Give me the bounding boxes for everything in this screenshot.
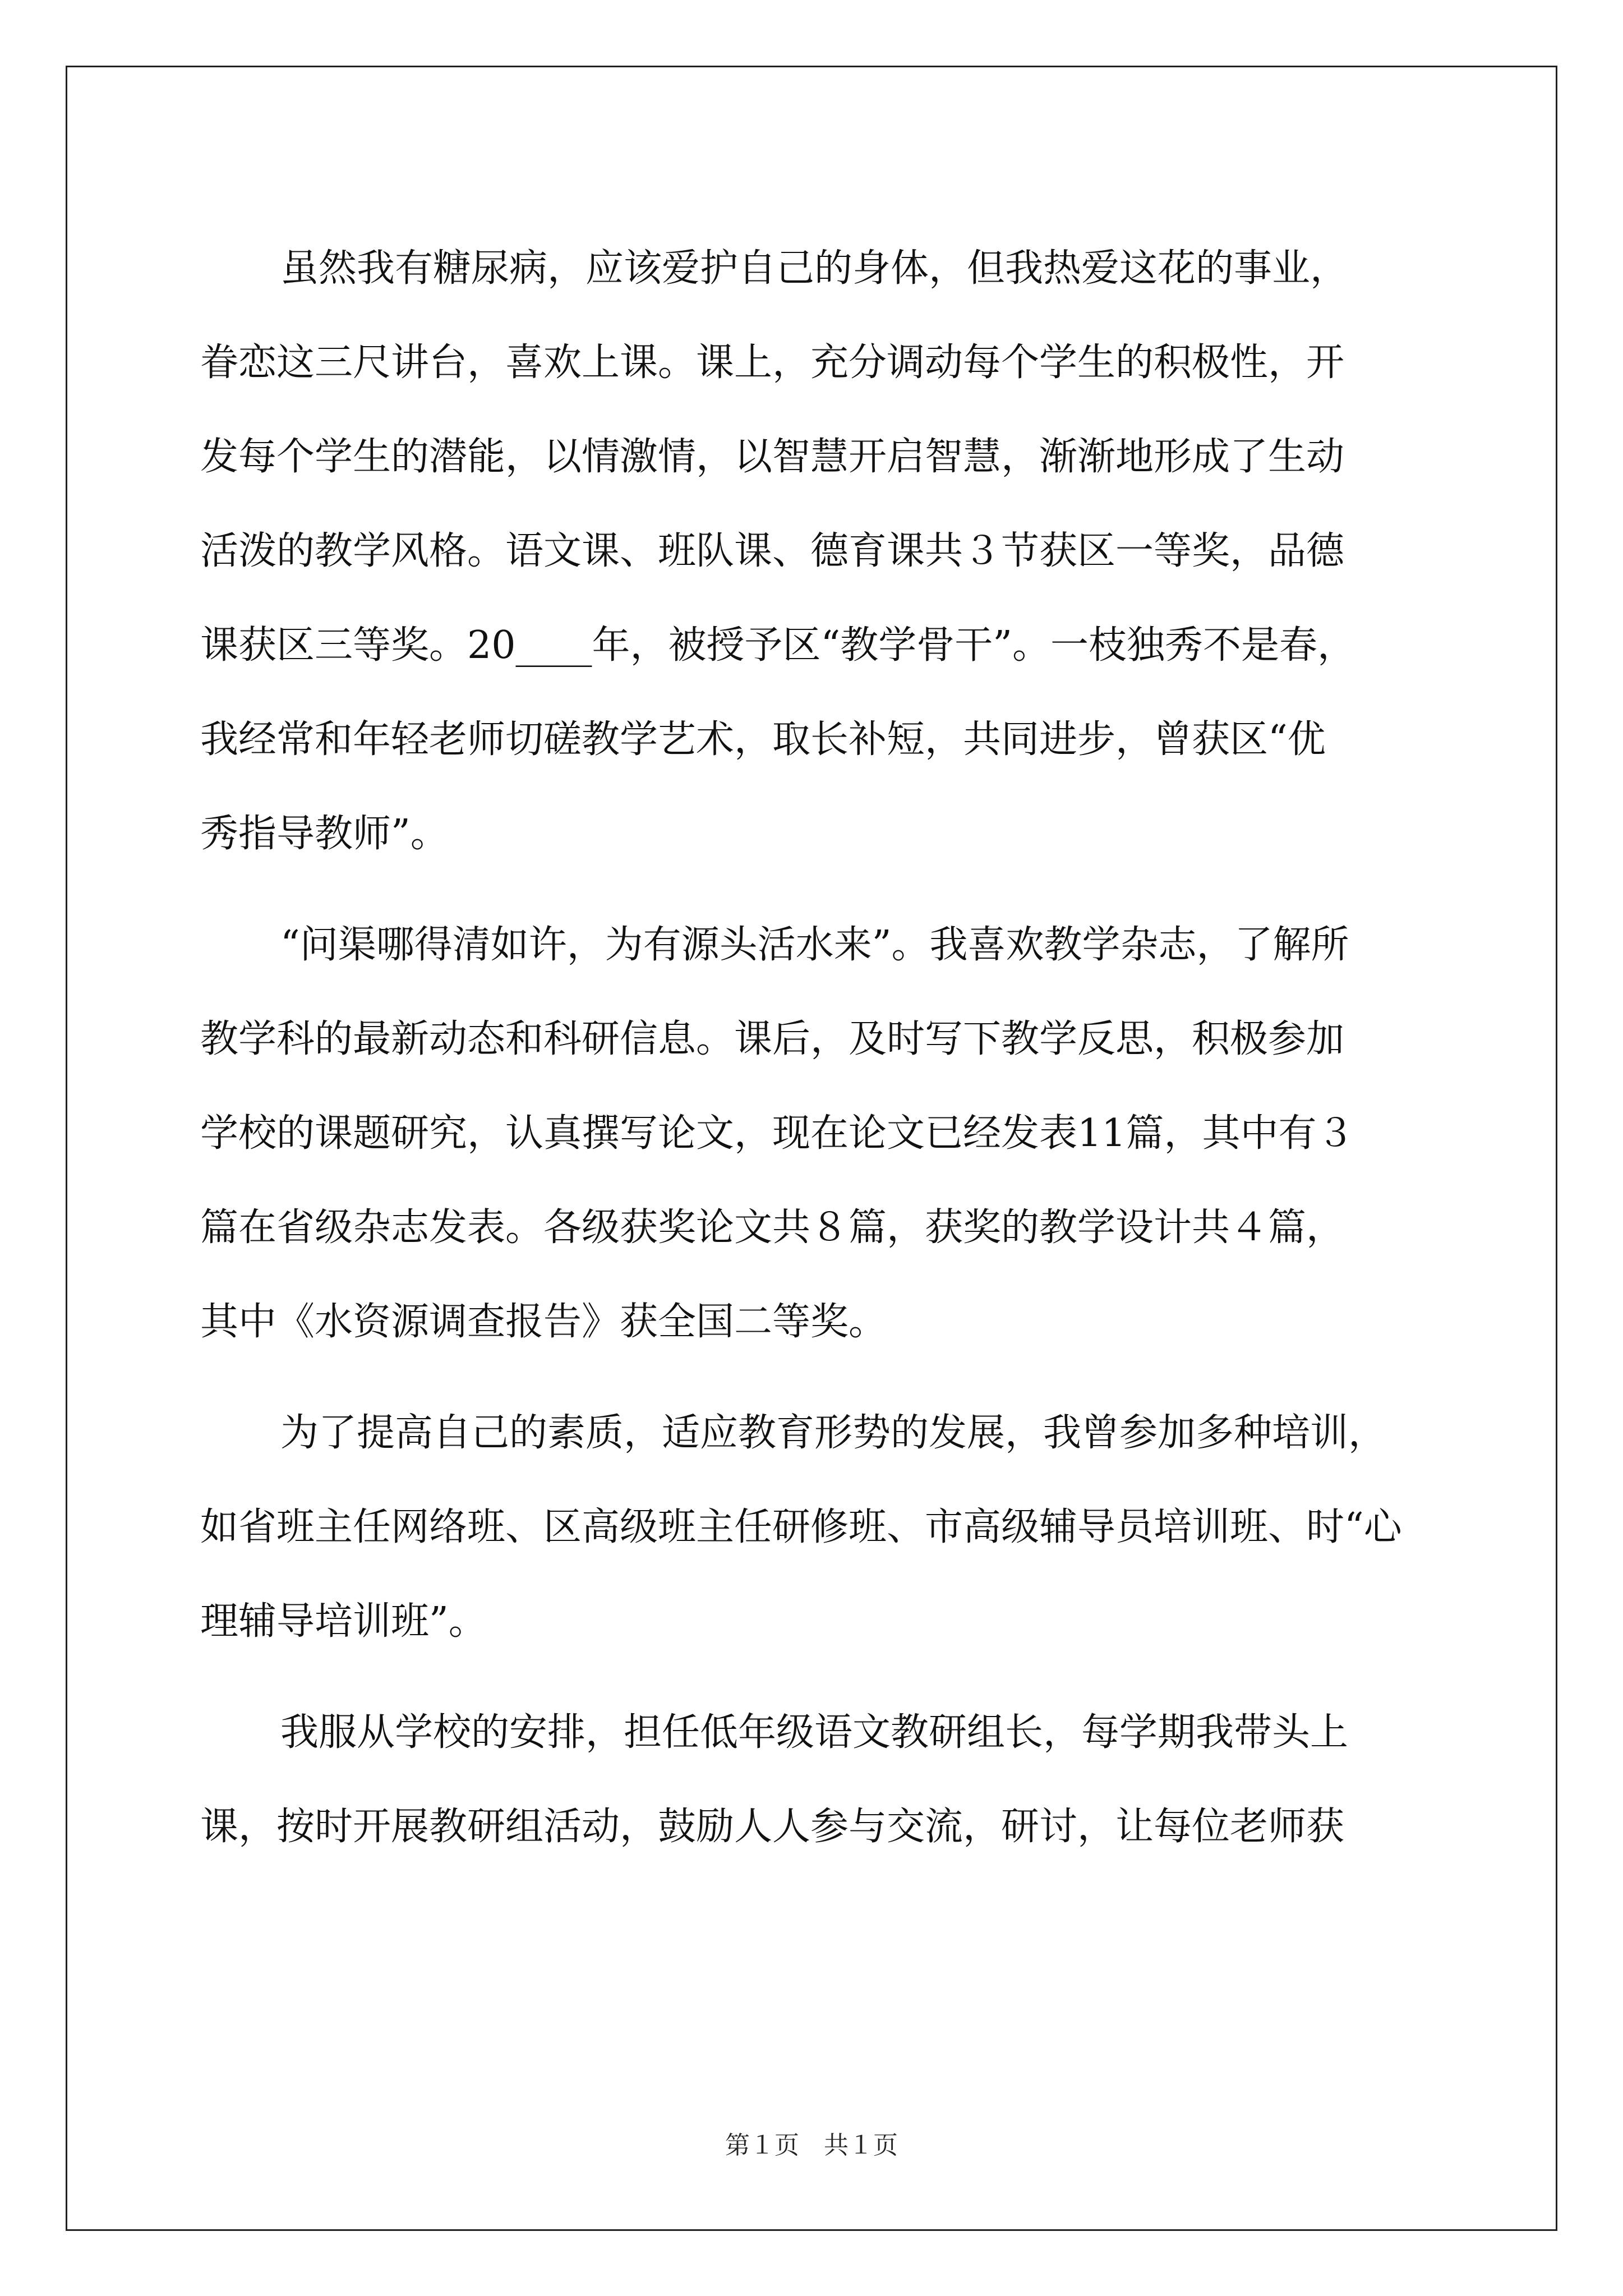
paragraph-line: 理辅导培训班”。 <box>200 1599 487 1644</box>
paragraph-line: 为了提高自己的素质，适应教育形势的发展，我曾参加多种培训， <box>280 1411 1387 1455</box>
paragraph-line: 发每个学生的潜能，以情激情，以智慧开启智慧，渐渐地形成了生动 <box>200 435 1345 479</box>
paragraph-line: 课，按时开展教研组活动，鼓励人人参与交流，研讨，让每位老师获 <box>200 1805 1345 1849</box>
paragraph-line: 我经常和年轻老师切磋教学艺术，取长补短，共同进步，曾获区“优 <box>200 717 1326 762</box>
paragraph-line: 学校的课题研究，认真撰写论文，现在论文已经发表11篇，其中有３ <box>200 1111 1355 1156</box>
paragraph-line: 我服从学校的安排，担任低年级语文教研组长，每学期我带头上 <box>280 1710 1349 1755</box>
page-footer: 第１页 共１页 <box>725 2131 898 2160</box>
paragraph-line: 如省班主任网络班、区高级班主任研修班、市高级辅导员培训班、时“心 <box>200 1505 1402 1549</box>
paragraph-line: 课获区三等奖。20____年，被授予区“教学骨干”。一枝独秀不是春， <box>200 623 1356 668</box>
document-body <box>200 222 1434 1874</box>
paragraph-line: 虽然我有糖尿病，应该爱护自己的身体，但我热爱这花的事业， <box>280 246 1349 291</box>
paragraph-line: 秀指导教师”。 <box>200 812 449 856</box>
paragraph-line: “问渠哪得清如许，为有源头活水来”。我喜欢教学杂志，了解所 <box>280 923 1349 967</box>
paragraph-line: 其中《水资源调查报告》获全国二等奖。 <box>200 1300 887 1344</box>
paragraph-line: 活泼的教学风格。语文课、班队课、德育课共３节获区一等奖，品德 <box>200 529 1345 573</box>
paragraph-line: 篇在省级杂志发表。各级获奖论文共８篇，获奖的教学设计共４篇， <box>200 1205 1345 1250</box>
paragraph-line: 教学科的最新动态和科研信息。课后，及时写下教学反思，积极参加 <box>200 1017 1345 1061</box>
paragraph-line: 眷恋这三尺讲台，喜欢上课。课上，充分调动每个学生的积极性，开 <box>200 341 1345 385</box>
